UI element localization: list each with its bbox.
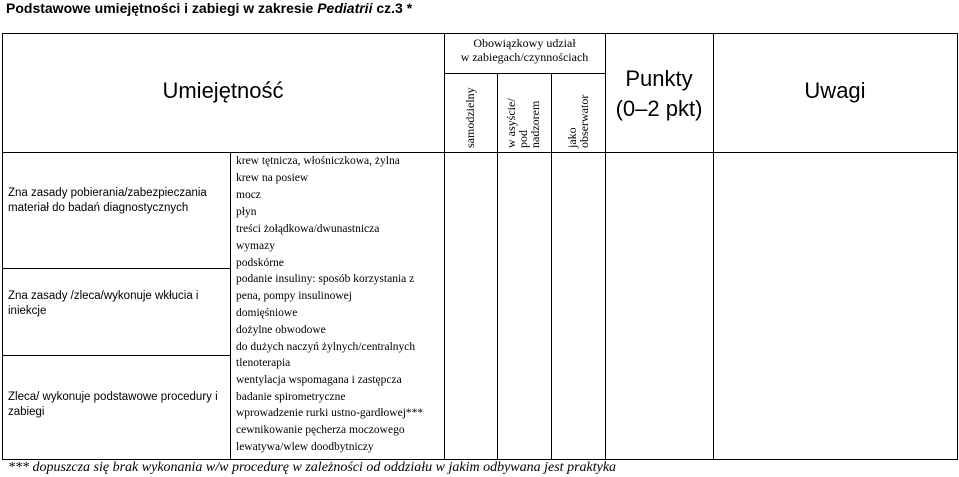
header-col-observer-l2: obserwator [577, 94, 591, 148]
header-participation [444, 36, 605, 64]
header-col-assist [505, 82, 541, 148]
list-item: cewnikowanie pęcherza moczowego [236, 424, 405, 436]
list-item: lewatywa/wlew doodbytniczy [236, 441, 374, 453]
header-col-independent: samodzielny [463, 87, 477, 148]
list-item: wymazy [236, 240, 275, 252]
group-label-sampling: Zna zasady pobierania/zabezpieczania materiał do badań diagnostycznych [8, 187, 207, 214]
list-item: krew tętnicza, włośniczkowa, żylna [236, 155, 400, 167]
list-item: podskórne [236, 257, 284, 269]
list-item: mocz [236, 189, 261, 201]
group-label-injections: Zna zasady /zleca/wykonuje wkłucia i iniekcje [8, 290, 199, 317]
list-item: wentylacja wspomagana i zastępcza [236, 374, 402, 386]
list-item: krew na posiew [236, 172, 309, 184]
list-item: wprowadzenie rurki ustno-gardłowej*** [236, 407, 424, 419]
footnote: *** dopuszcza się brak wykonania w/w procedurę w zależności od oddziału w jakim odbywana jest praktyka [8, 460, 617, 475]
list-item: badanie spirometryczne [236, 391, 346, 403]
list-item: dożylne obwodowe [236, 324, 326, 336]
header-points-l1: Punkty [625, 66, 693, 91]
header-col-assist-l2: pod [516, 130, 530, 148]
title-italic: Pediatrii [317, 0, 373, 16]
header-col-assist-l1: w asyście/ [504, 98, 518, 148]
title-suffix: cz.3 * [372, 0, 413, 16]
header-points-l2: (0–2 pkt) [615, 96, 703, 121]
header-skill: Umiejętność [162, 78, 284, 103]
list-item: pena, pompy insulinowej [236, 290, 352, 302]
header-col-observer [566, 80, 590, 148]
list-item: płyn [236, 206, 257, 218]
header-col-assist-l3: nadzorem [528, 100, 542, 148]
header-remarks: Uwagi [804, 78, 866, 103]
header-participation-line1: Obowiązkowy udział [473, 36, 576, 50]
list-item: do dużych naczyń żylnych/centralnych [236, 341, 416, 353]
group-label-procedures: Zleca/ wykonuje podstawowe procedury i zabiegi [8, 391, 218, 418]
header-participation-line2: w zabiegach/czynnościach [460, 50, 589, 64]
header-col-observer-l1: jako [565, 127, 579, 148]
list-item: podanie insuliny: sposób korzystania z [236, 273, 415, 285]
title-main: Podstawowe umiejętności i zabiegi w zakresie [6, 0, 318, 16]
list-item: domięśniowe [236, 307, 298, 319]
list-item: tlenoterapia [236, 357, 291, 369]
list-item: treści żołądkowa/dwunastnicza [236, 223, 380, 235]
header-points [605, 64, 713, 124]
